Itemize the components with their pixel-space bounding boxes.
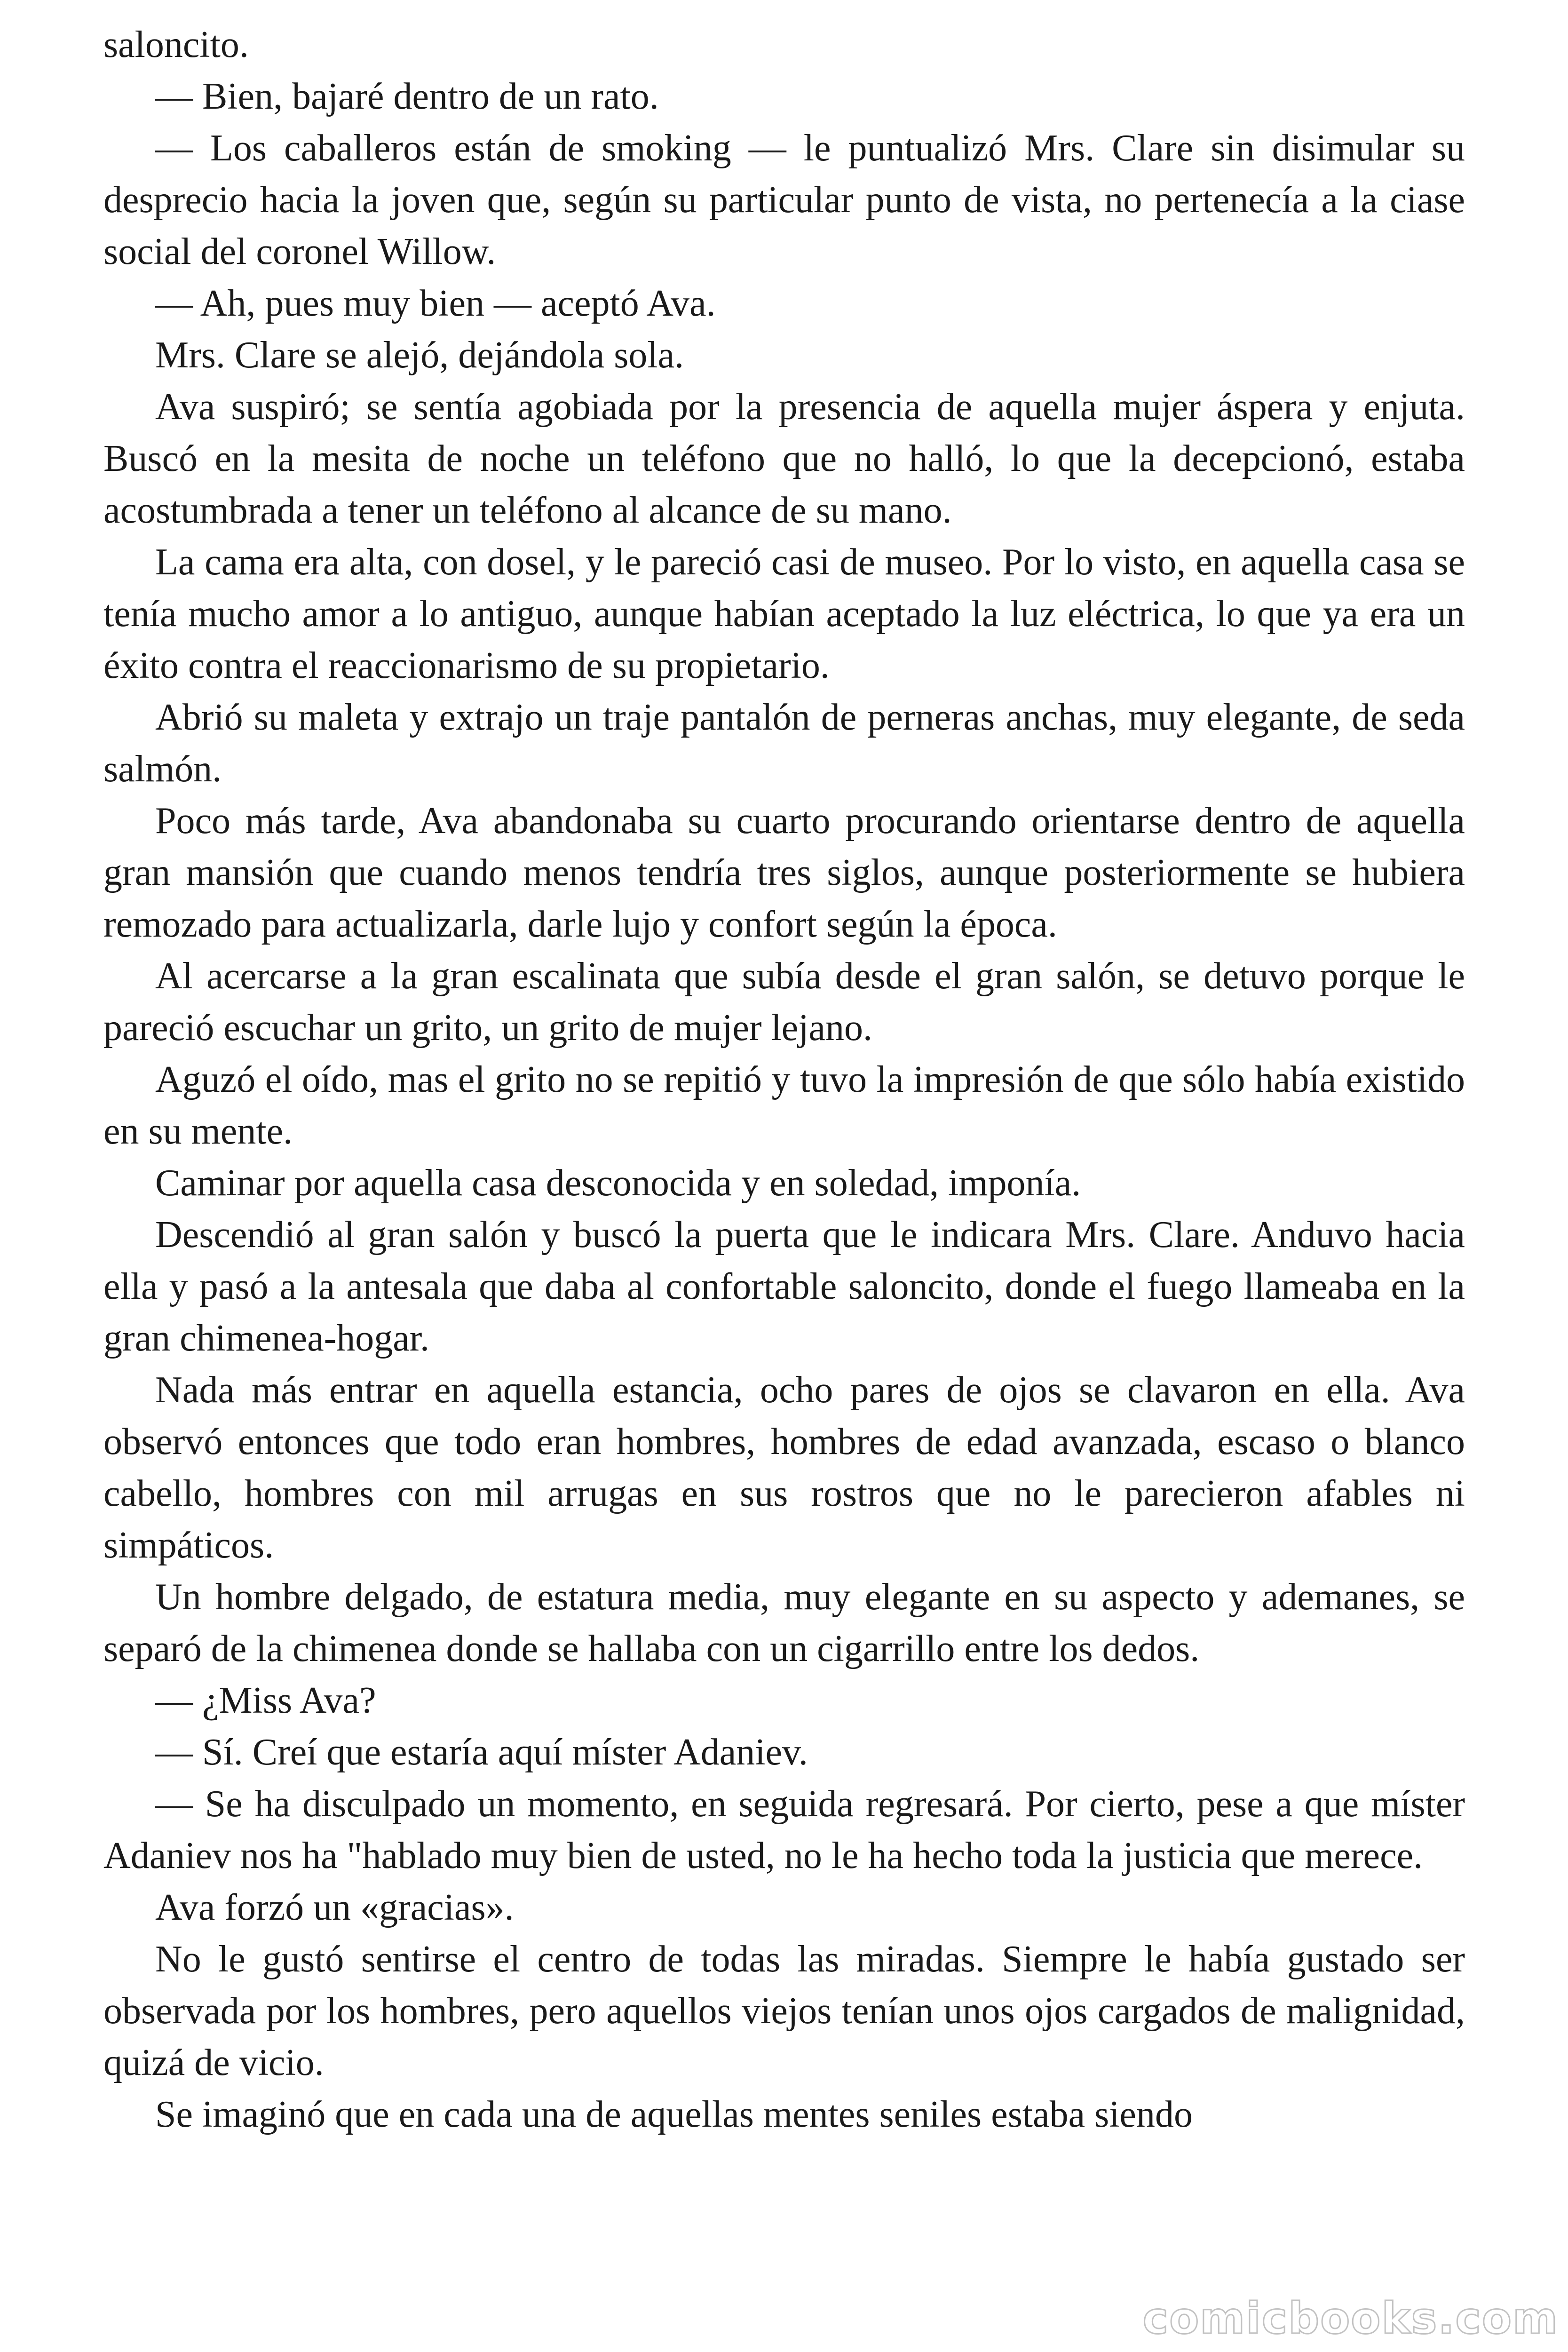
paragraph: Caminar por aquella casa desconocida y en soledad, imponía. [155,1162,1081,1204]
book-page-text [103,19,1465,2140]
paragraph: Al acercarse a la gran escalinata que subía desde el gran salón, se detuvo porque le pareció escuchar un grito, un grito de mujer lejano. [103,955,1465,1049]
paragraph: La cama era alta, con dosel, y le pareció casi de museo. Por lo visto, en aquella casa se tenía mucho amor a lo antiguo, aunque habían aceptado la luz eléctrica, lo que ya era un éxito contra el reaccionarismo de su propietario. [103,541,1465,686]
paragraph: Abrió su maleta y extrajo un traje pantalón de perneras anchas, muy elegante, de seda salmón. [103,697,1465,790]
paragraph-continuation: saloncito. [103,24,249,65]
paragraph: Nada más entrar en aquella estancia, ocho pares de ojos se clavaron en ella. Ava observó entonces que todo eran hombres, hombres de edad avanzada, escaso o blanco cabello, hombres con mil arrugas en sus rostros que no le parecieron afables ni simpáticos. [103,1369,1465,1566]
paragraph: Aguzó el oído, mas el grito no se repitió y tuvo la impresión de que sólo había existido en su mente. [103,1059,1465,1152]
paragraph: — Bien, bajaré dentro de un rato. [155,76,659,117]
paragraph: Ava suspiró; se sentía agobiada por la presencia de aquella mujer áspera y enjuta. Buscó en la mesita de noche un teléfono que no halló, lo que la decepcionó, estaba acostumbrada a tener un teléfono al alcance de su mano. [103,386,1465,531]
paragraph: — Sí. Creí que estaría aquí míster Adaniev. [155,1732,808,1773]
paragraph: Poco más tarde, Ava abandonaba su cuarto procurando orientarse dentro de aquella gran mansión que cuando menos tendría tres siglos, aunque posteriormente se hubiera remozado para actualizarla, darle lujo y confort según la época. [103,800,1465,945]
paragraph: — Se ha disculpado un momento, en seguida regresará. Por cierto, pese a que míster Adaniev nos ha "hablado muy bien de usted, no le ha hecho toda la justicia que merece. [103,1783,1465,1876]
paragraph: — ¿Miss Ava? [155,1680,376,1721]
paragraph: — Los caballeros están de smoking — le puntualizó Mrs. Clare sin disimular su desprecio hacia la joven que, según su particular punto de vista, no pertenecía a la ciase social del coronel Willow. [103,127,1465,272]
watermark: comicbooks.com [1142,2293,1559,2344]
paragraph: — Ah, pues muy bien — aceptó Ava. [155,283,716,324]
paragraph: Se imaginó que en cada una de aquellas mentes seniles estaba siendo [155,2094,1193,2135]
paragraph: Mrs. Clare se alejó, dejándola sola. [155,334,684,376]
paragraph: Ava forzó un «gracias». [155,1887,514,1928]
paragraph: Descendió al gran salón y buscó la puerta que le indicara Mrs. Clare. Anduvo hacia ella y pasó a la antesala que daba al confortable saloncito, donde el fuego llameaba en la gran chimenea-hogar. [103,1214,1465,1359]
paragraph: Un hombre delgado, de estatura media, muy elegante en su aspecto y ademanes, se separó de la chimenea donde se hallaba con un cigarrillo entre los dedos. [103,1576,1465,1669]
paragraph: No le gustó sentirse el centro de todas las miradas. Siempre le había gustado ser observada por los hombres, pero aquellos viejos tenían unos ojos cargados de malignidad, quizá de vicio. [103,1939,1465,2083]
